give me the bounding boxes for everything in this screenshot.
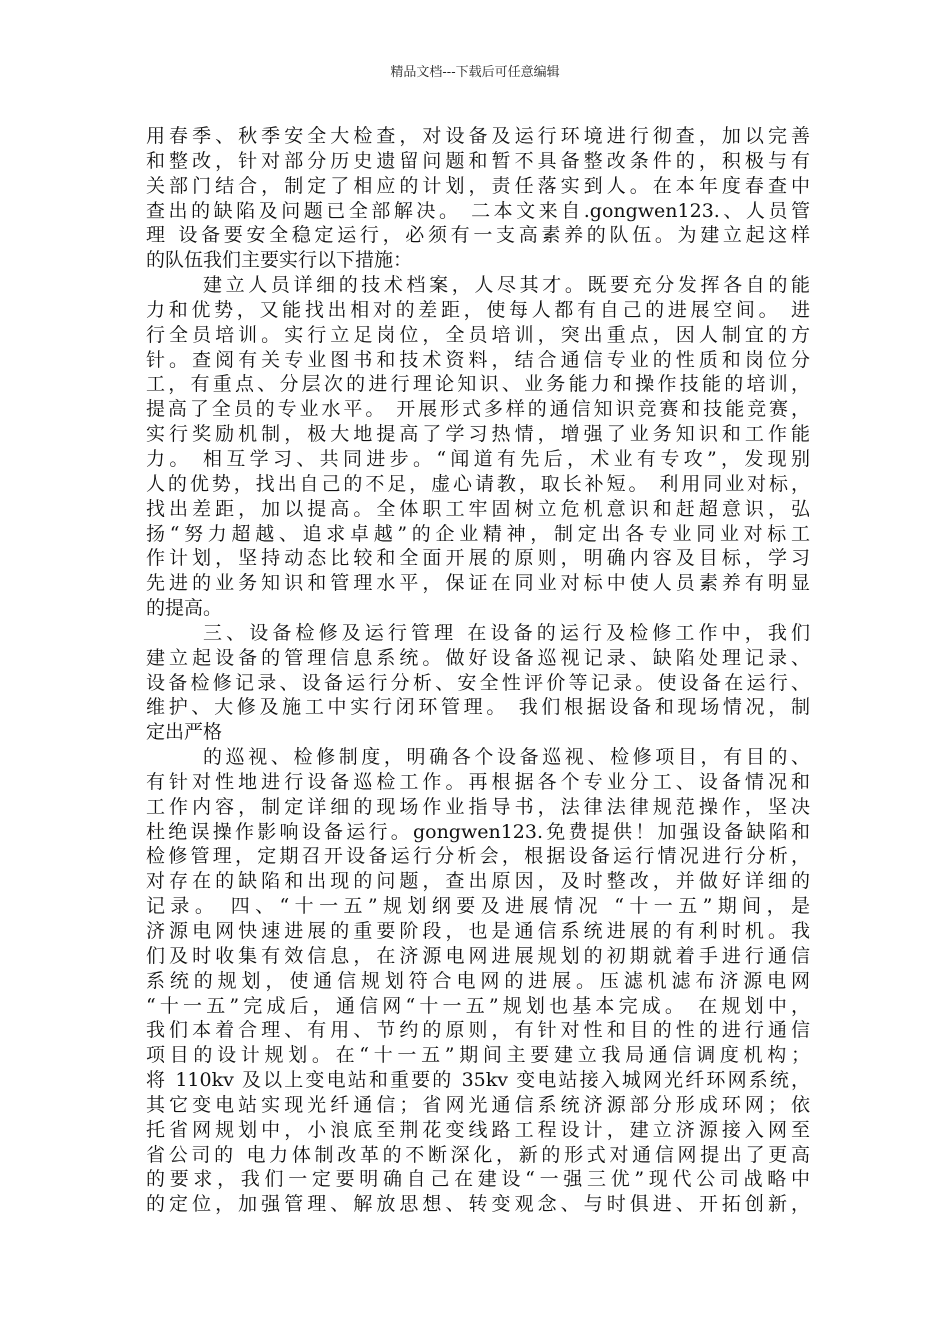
text-line: 设备检修记录、设备运行分析、安全性评价等记录。使设备在运行、 (146, 671, 810, 694)
text-line: 们及时收集有效信息，在济源电网进展规划的初期就着手进行通信 (146, 944, 810, 967)
text-line: 省公司的 电力体制改革的不断深化，新的形式对通信网提出了更高 (146, 1143, 810, 1166)
text-line: 理 设备要安全稳定运行，必须有一支高素养的队伍。为建立起这样 (146, 224, 810, 247)
text-line: 维护、大修及施工中实行闭环管理。 我们根据设备和现场情况，制 (146, 696, 810, 719)
text-line: 力和优势，又能找出相对的差距，使每人都有自己的进展空间。 进 (146, 298, 810, 321)
text-line: 行全员培训。实行立足岗位，全员培训，突出重点，因人制宜的方 (146, 323, 810, 346)
text-line: 工，有重点、分层次的进行理论知识、业务能力和操作技能的培训， (146, 373, 810, 396)
text-line: 项目的设计规划。在“十一五”期间主要建立我局通信调度机构； (146, 1044, 810, 1067)
paragraph-start-line: 建立人员详细的技术档案，人尽其才。既要充分发挥各自的能 (203, 274, 810, 297)
text-line: 的提高。 (146, 597, 223, 620)
text-line: 作计划，坚持动态比较和全面开展的原则，明确内容及目标，学习 (146, 547, 810, 570)
document-body (146, 124, 810, 1217)
text-line: 记录。 四、“十一五”规划纲要及进展情况 “十一五”期间，是 (146, 895, 810, 918)
text-line: 找出差距，加以提高。全体职工牢固树立危机意识和赶超意识，弘 (146, 497, 810, 520)
text-line: 工作内容，制定详细的现场作业指导书，法律法律规范操作，坚决 (146, 795, 810, 818)
text-line: 实行奖励机制，极大地提高了学习热情，增强了业务知识和工作能 (146, 423, 810, 446)
text-line: 查出的缺陷及问题已全部解决。 二本文来自.gongwen123.、人员管 (146, 199, 810, 222)
paragraph-start-line: 的巡视、检修制度，明确各个设备巡视、检修项目，有目的、 (203, 746, 810, 769)
page-header: 精品文档---下载后可任意编辑 (390, 65, 560, 80)
text-line: 力。 相互学习、共同进步。“闻道有先后，术业有专攻”，发现别 (146, 447, 810, 470)
text-line: 先进的业务知识和管理水平，保证在同业对标中使人员素养有明显 (146, 572, 810, 595)
section-heading-line: 三、设备检修及运行管理 在设备的运行及检修工作中，我们 (203, 621, 810, 644)
text-line: 人的优势，找出自己的不足，虚心请教，取长补短。 利用同业对标， (146, 472, 810, 495)
text-line: 其它变电站实现光纤通信；省网光通信系统济源部分形成环网；依 (146, 1093, 810, 1116)
text-line: 定出严格 (146, 721, 223, 744)
text-line: 扬“努力超越、追求卓越”的企业精神，制定出各专业同业对标工 (146, 522, 810, 545)
text-line: 系统的规划，使通信规划符合电网的进展。压滤机滤布济源电网 (146, 969, 810, 992)
text-line: 和整改，针对部分历史遗留问题和暂不具备整改条件的，积极与有 (146, 149, 810, 172)
text-line: 对存在的缺陷和出现的问题，查出原因，及时整改，并做好详细的 (146, 870, 810, 893)
text-line: 我们本着合理、有用、节约的原则，有针对性和目的性的进行通信 (146, 1019, 810, 1042)
text-line: 检修管理，定期召开设备运行分析会，根据设备运行情况进行分析， (146, 845, 810, 868)
text-line: 的队伍我们主要实行以下措施： (146, 249, 413, 272)
text-line: 将 110kv 及以上变电站和重要的 35kv 变电站接入城网光纤环网系统， (146, 1069, 810, 1092)
text-line: 提高了全员的专业水平。 开展形式多样的通信知识竞赛和技能竞赛， (146, 398, 810, 421)
text-line: 济源电网快速进展的重要阶段，也是通信系统进展的有利时机。我 (146, 920, 810, 942)
text-line: 的定位，加强管理、解放思想、转变观念、与时俱进、开拓创新， (146, 1193, 810, 1216)
text-line: “十一五”完成后，通信网“十一五”规划也基本完成。 在规划中， (146, 994, 810, 1017)
text-line: 用春季、秋季安全大检查，对设备及运行环境进行彻查，加以完善 (146, 125, 810, 147)
text-line: 有针对性地进行设备巡检工作。再根据各个专业分工、设备情况和 (146, 770, 810, 793)
text-line: 托省网规划中，小浪底至荆花变线路工程设计，建立济源接入网至 (146, 1118, 810, 1141)
text-line: 杜绝误操作影响设备运行。gongwen123.免费提供！加强设备缺陷和 (146, 820, 810, 843)
text-line: 建立起设备的管理信息系统。做好设备巡视记录、缺陷处理记录、 (146, 646, 810, 669)
text-line: 针。查阅有关专业图书和技术资料，结合通信专业的性质和岗位分 (146, 348, 810, 371)
text-line: 关部门结合，制定了相应的计划，责任落实到人。在本年度春查中 (146, 174, 810, 197)
text-line: 的要求，我们一定要明确自己在建设“一强三优”现代公司战略中 (146, 1168, 810, 1191)
